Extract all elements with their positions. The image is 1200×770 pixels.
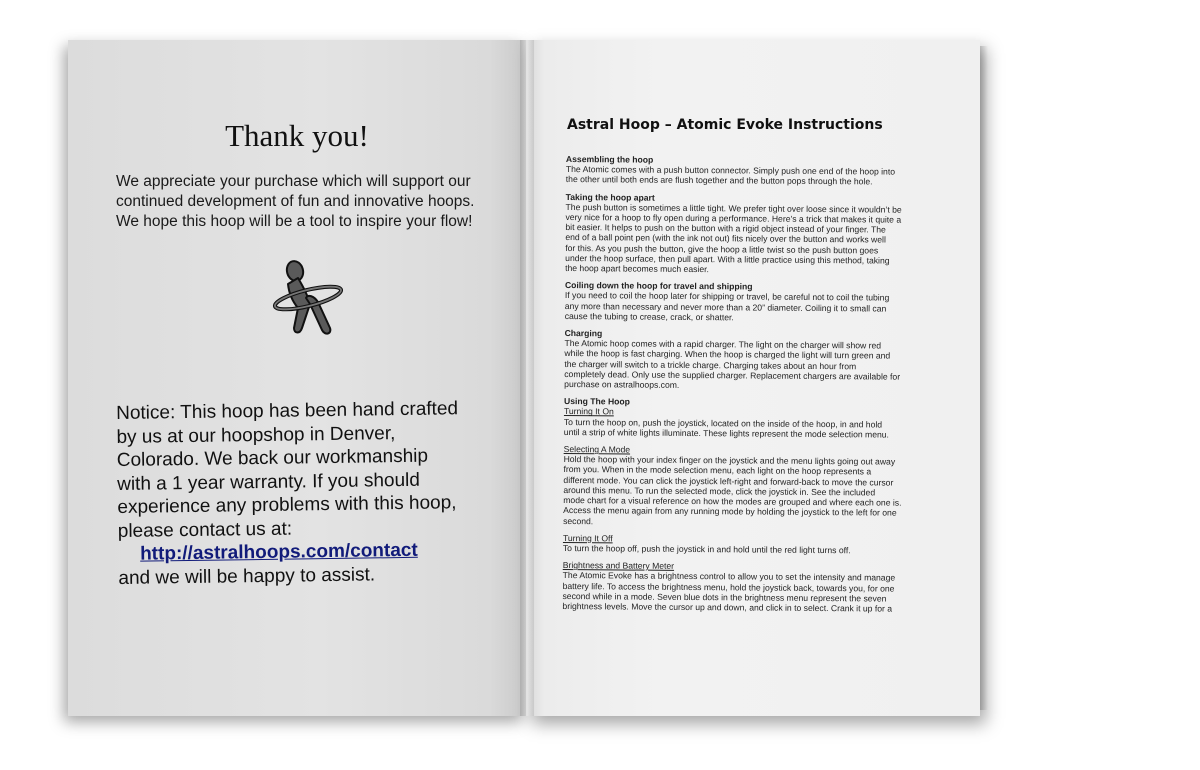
- instructions-body: [562, 154, 946, 621]
- body-line: end of a ball point pen (with the ink not out) fits nicely over the button and works well: [565, 232, 886, 245]
- body-line: If you need to coil the hoop later for shipping or travel, be careful not to coil the tubing: [564, 290, 890, 303]
- body-line: The Atomic Evoke has a brightness control to allow you to set the intensity and manage: [562, 570, 896, 583]
- body-line: The Atomic hoop comes with a rapid charger. The light on the charger will show red: [564, 338, 882, 351]
- body-line: under the hoop surface, then pull apart. With a little practice using this method, taking: [565, 252, 890, 266]
- section-taking-apart: [565, 192, 946, 277]
- body-line: the hoop apart becomes much easier.: [565, 263, 709, 275]
- body-line: from you. When in the mode selection menu, each light on the hoop represents a: [563, 464, 872, 477]
- section-heading: Assembling the hoop: [565, 154, 654, 165]
- section-charging: [564, 328, 944, 392]
- section-assembling: [566, 154, 946, 188]
- section-heading: Coiling down the hoop for travel and shipping: [564, 280, 753, 292]
- body-line: completely dead. Only use the supplied charger. Replacement chargers are available for: [564, 368, 901, 382]
- notice-line: by us at our hoopshop in Denver,: [116, 422, 396, 448]
- body-line: Access the menu again from any running mode by holding the joystick to the left for one: [563, 505, 897, 518]
- notice-line: Notice: This hoop has been hand crafted: [116, 398, 459, 424]
- section-coiling: [565, 280, 945, 324]
- body-line: cause the tubing to crease, crack, or shatter.: [564, 310, 734, 323]
- notice-line: experience any problems with this hoop,: [117, 492, 457, 518]
- notice-line: Colorado. We back our workmanship: [116, 445, 429, 471]
- appreciation-message: [116, 172, 511, 232]
- subsection-heading: Selecting A Mode: [563, 444, 631, 455]
- notice-line: please contact us at:: [117, 518, 293, 542]
- subsection-heading: Turning It Off: [562, 532, 613, 544]
- body-line: the charger will switch to a trickle charge. Charging takes about an hour from: [564, 358, 857, 371]
- body-line: for this. As you push the button, give the hoop a little twist so the push button goes: [565, 242, 879, 256]
- subsection-heading: Turning It On: [563, 406, 614, 417]
- closing-line: and we will be happy to assist.: [118, 563, 376, 589]
- body-line: The push button is sometimes a little tight. We prefer tight over loose since it wouldn’t be: [565, 201, 902, 215]
- body-line: The Atomic comes with a push button connector. Simply push one end of the hoop into: [565, 164, 896, 177]
- appreciation-line: We appreciate your purchase which will support our: [116, 173, 471, 190]
- body-line: mode chart for a visual reference on how the modes are grouped and where each one is.: [563, 495, 902, 508]
- section-heading: Using The Hoop: [564, 396, 630, 407]
- subsection-heading: Brightness and Battery Meter: [562, 560, 675, 571]
- body-line: purchase on astralhoops.com.: [564, 379, 680, 390]
- instructions-title: Astral Hoop – Atomic Evoke Instructions: [567, 117, 883, 133]
- body-line: bit easier. It helps to push on the button with a rigid object instead of your finger. The: [565, 222, 886, 235]
- notice-line: with a 1 year warranty. If you should: [116, 469, 421, 495]
- body-line: around this menu. To run the selected mode, click the joystick in. See the included: [563, 484, 876, 498]
- section-heading: Charging: [564, 328, 603, 339]
- body-line: second.: [563, 515, 594, 526]
- hooping-figure-icon: [268, 258, 354, 344]
- body-line: very nice for a hoop to fly open during a performance. Here’s a trick that makes it quite a: [565, 212, 902, 225]
- appreciation-line: We hope this hoop will be a tool to inspire your flow!: [116, 213, 473, 230]
- body-line: battery life. To access the brightness menu, hold the joystick back, towards you, for one: [562, 580, 895, 594]
- section-heading: Taking the hoop apart: [565, 191, 655, 203]
- body-line: while the hoop is fast charging. When the hoop is charged the light will turn green and: [564, 348, 891, 362]
- contact-link[interactable]: http://astralhoops.com/contact: [139, 539, 418, 565]
- body-line: To turn the hoop off, push the joystick in and hold until the red light turns off.: [562, 542, 851, 556]
- warranty-notice: [116, 397, 499, 590]
- body-line: any more than necessary and never more than a 20” diameter. Coiling it to small can: [564, 300, 887, 314]
- body-line: different mode. You can click the joystick left-right and forward-back to move the cursor: [563, 474, 894, 488]
- body-line: the other until both ends are flush together and the button pops through the hole.: [565, 174, 873, 187]
- body-line: until a strip of white lights illuminate. These lights represent the mode selection menu.: [563, 426, 889, 440]
- body-line: second while in a mode. Seven blue dots in the brightness menu represent the seven: [562, 590, 887, 604]
- appreciation-line: continued development of fun and innovative hoops.: [116, 193, 475, 210]
- body-line: Hold the hoop with your index finger on the joystick and the menu lights going out away: [563, 454, 896, 467]
- thank-you-heading: Thank you!: [225, 118, 369, 153]
- section-using: [562, 396, 944, 614]
- body-line: brightness levels. Move the cursor up and down, and click in to select. Crank it up for a: [562, 600, 893, 614]
- body-line: To turn the hoop on, push the joystick, located on the inside of the hoop, in and hold: [563, 416, 883, 430]
